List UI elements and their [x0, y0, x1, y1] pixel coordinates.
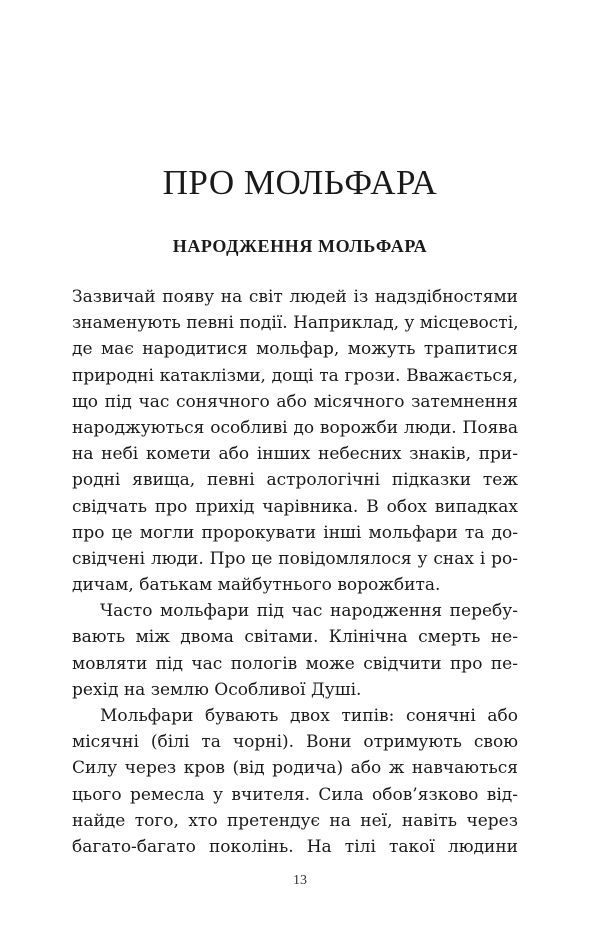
text-line: родні явища, певні астрологічні підказки теж: [72, 470, 518, 491]
text-line: народжуються особливі до ворожби люди. Поява: [72, 417, 518, 438]
text-line: Силу через кров (від родича) або ж навчаються: [72, 758, 518, 779]
text-line: дичам, батькам майбутнього ворожбита.: [72, 575, 441, 596]
text-line: Мольфари бувають двох типів: сонячні або: [100, 706, 518, 726]
text-line: найде того, хто претендує на неї, навіть через: [72, 810, 518, 831]
chapter-title: ПРО МОЛЬФАРА: [162, 163, 438, 202]
text-line: свідчені люди. Про це повідомлялося у снах і ро-: [72, 548, 518, 569]
text-line: місячні (білі та чорні). Вони отримують свою: [72, 732, 518, 753]
text-line: вають між двома світами. Клінічна смерть не-: [72, 627, 518, 648]
page-number: 13: [293, 873, 307, 888]
text-line: Зазвичай появу на світ людей із надздібностями: [72, 287, 518, 307]
text-line: цього ремесла у вчителя. Сила обов’язково від-: [72, 784, 518, 805]
text-line: багато-багато поколінь. На тілі такої людини: [72, 836, 518, 857]
text-line: мовляти під час пологів може свідчити про пе-: [72, 653, 518, 674]
text-line: на небі комети або інших небесних знаків, при-: [72, 444, 518, 465]
text-line: про це могли пророкувати інші мольфари та до-: [72, 522, 518, 543]
text-line: де має народитися мольфар, можуть трапитися: [72, 339, 518, 360]
text-line: свідчать про прихід чарівника. В обох випадках: [72, 496, 518, 517]
text-line: знаменують певні події. Наприклад, у місцевості,: [72, 313, 519, 334]
text-line: Часто мольфари під час народження перебу-: [100, 601, 518, 622]
text-line: що під час сонячного або місячного затемнення: [72, 391, 518, 412]
text-line: природні катаклізми, дощі та грози. Вважається,: [72, 365, 518, 386]
body-text: [72, 284, 518, 860]
text-line: рехід на землю Особливої Душі.: [72, 679, 362, 700]
section-title: НАРОДЖЕННЯ МОЛЬФАРА: [172, 236, 428, 256]
